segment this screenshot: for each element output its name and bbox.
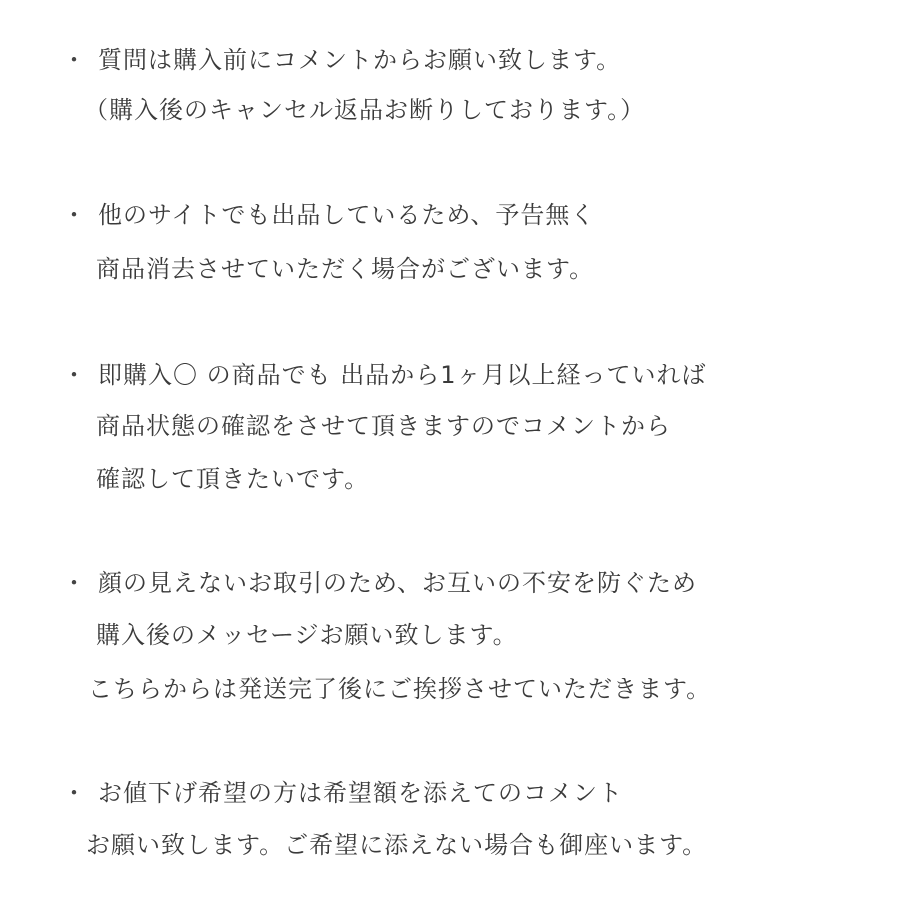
notice-line: 商品状態の確認をさせて頂きますのでコメントから [96, 412, 671, 440]
bullet-icon: ・ [62, 779, 86, 807]
notice-line: 顔の見えないお取引のため、お互いの不安を防ぐため [98, 569, 698, 597]
notice-line: 質問は購入前にコメントからお願い致します。 [98, 46, 622, 74]
notice-line: 商品消去させていただく場合がございます。 [96, 255, 595, 283]
notice-line: （購入後のキャンセル返品お断りしております。） [84, 96, 646, 124]
notice-line: 確認して頂きたいです。 [96, 465, 370, 493]
bullet-icon: ・ [62, 361, 86, 389]
notice-line: 購入後のメッセージお願い致します。 [96, 621, 518, 649]
notice-line: 即購入〇 の商品でも 出品から1ヶ月以上経っていれば [98, 361, 707, 389]
bullet-icon: ・ [62, 201, 86, 229]
notice-line: こちらからは発送完了後にご挨拶させていただきます。 [88, 675, 712, 703]
bullet-icon: ・ [62, 569, 86, 597]
notice-line: 他のサイトでも出品しているため、予告無く [98, 201, 596, 229]
notice-line: お値下げ希望の方は希望額を添えてのコメント [98, 779, 623, 807]
bullet-icon: ・ [62, 46, 86, 74]
notice-line: お願い致します。ご希望に添えない場合も御座います。 [86, 831, 708, 859]
